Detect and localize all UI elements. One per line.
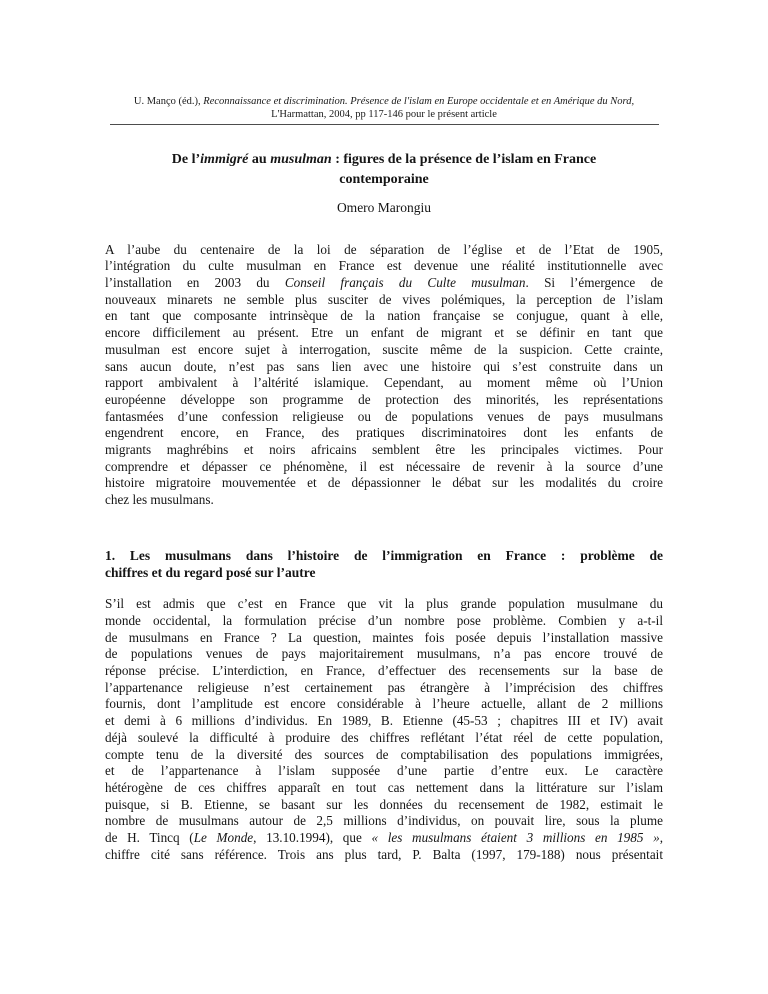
page-content xyxy=(105,96,663,864)
author-name: Omero Marongiu xyxy=(336,199,432,215)
header-rule xyxy=(110,124,659,125)
article-title: De l’immigré au musulman : figures de la présence de l’islam en France contemporaine xyxy=(171,151,597,188)
paragraph-section-1: S’il est admis que c’est en France que vit la plus grande population musulmane du monde occidental, la formulation précise d’un nombre pose problème. Combien y a-t-il de musulmans en France ? La question, maintes fois posée depuis l’installation massive de populations venues de pays majoritairement musulmans, n’a pas encore trouvé de réponse précise. L’interdiction, en France, d’effectuer des recensements sur la base de l’appartenance religieuse n’est certainement pas étrangère à l’imprécision des chiffres fournis, dont l’amplitude est encore considérable à l’heure actuelle, allant de 2 millions et demi à 6 millions d’individus. En 1989, B. Etienne (45-53 ; chapitres III et IV) avait déjà soulevé la difficulté à produire des chiffres reflétant l’état réel de cette population, compte tenu de la diversité des sources de comptabilisation des populations immigrées, et de l’appartenance à l’islam supposée d’une partie d’entre eux. Le caractère hétérogène de ces chiffres apparaît en tout cas nettement dans la littérature sur l’islam puisque, si B. Etienne, se basant sur les données du recensement de 1982, estimait le nombre de musulmans autour de 2,5 millions d’individus, on pouvait lire, sous la plume de H. Tincq (Le Monde, 13.10.1994), que « les musulmans étaient 3 millions en 1985 », chiffre cité sans référence. Trois ans plus tard, P. Balta (1997, 179-188) nous présentait xyxy=(105,596,664,862)
paragraph-intro: A l’aube du centenaire de la loi de séparation de l’église et de l’Etat de 1905, l’intégration du culte musulman en France est devenue une réalité institutionnelle avec l’installation en 2003 du Conseil français du Culte musulman. Si l’émergence de nouveaux minarets ne semble plus susciter de vives polémiques, la perception de l’islam en tant que composante intrinsèque de la nation française se conjugue, quant à elle, encore difficilement au présent. Etre un enfant de migrant et se définir en tant que musulman est encore sujet à interrogation, suscite même de la suspicion. Cette crainte, sans aucun doute, n’est pas sans lien avec une histoire qui s’est construite dans un rapport ambivalent à l’altérité islamique. Cependant, au moment même où l’Union européenne développe son programme de protection des minorités, les représentations fantasmées d’une confession religieuse ou de populations venues de pays musulmans engendrent encore, en France, des pratiques discriminatoires dont les enfants de migrants maghrébins et noirs africains semblent être les principales victimes. Pour comprendre et dépasser ce phénomène, il est nécessaire de revenir à la source d’une histoire migratoire mouvementée et de dépassionner le débat sur les modalités du croire chez les musulmans. xyxy=(105,241,664,508)
header-citation: U. Manço (éd.), Reconnaissance et discrimination. Présence de l'islam en Europe occidentale et en Amérique du Nord, L'Harmattan, 2004, pp 117-146 pour le présent article xyxy=(133,96,635,120)
section-1-heading: 1. Les musulmans dans l’histoire de l’immigration en France : problème de chiffres et du regard posé sur l’autre xyxy=(105,547,663,581)
